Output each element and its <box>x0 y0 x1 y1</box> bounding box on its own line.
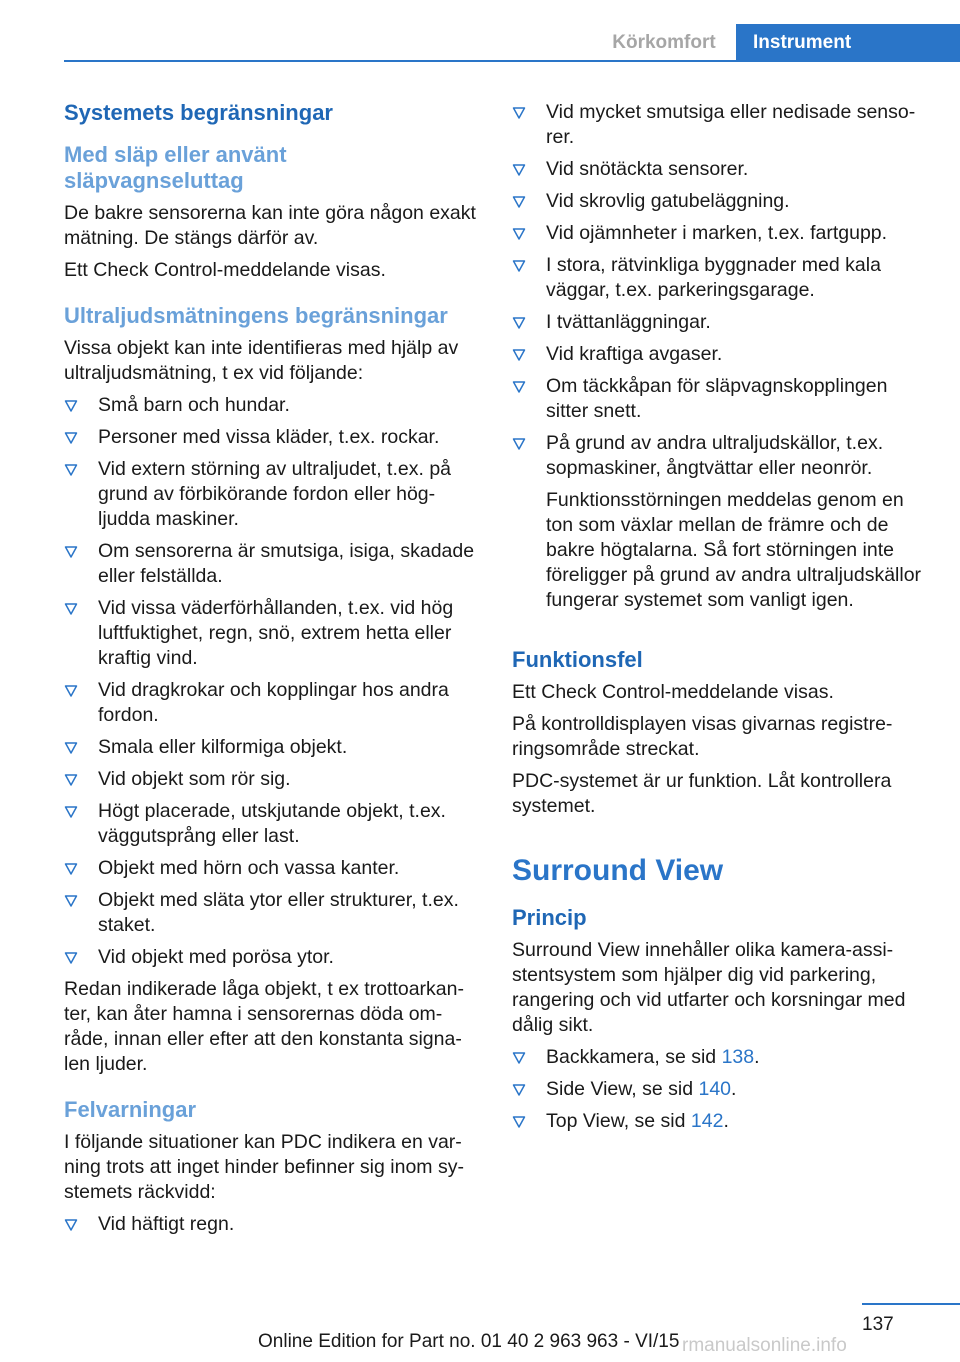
bullet-triangle-icon <box>64 802 78 820</box>
list-item <box>512 310 932 335</box>
paragraph-low-objects: Redan indikerade låga objekt, t ex trottoarkan-ter, kan åter hamna i sensorernas döda om-råde, innan eller efter att den konstanta signa-len ljuder. <box>64 978 464 1075</box>
list-item <box>64 888 482 938</box>
heading-malfunction: Funktionsfel <box>512 647 643 672</box>
bullet-triangle-icon <box>64 542 78 560</box>
section-tab-instrument[interactable]: Instrument <box>736 24 960 62</box>
bullet-triangle-icon <box>512 160 526 178</box>
list-item <box>512 431 932 613</box>
list-item <box>64 945 482 970</box>
paragraph-malfunction-1: Ett Check Control-meddelande visas. <box>512 681 834 703</box>
list-item-text: Objekt med släta ytor eller strukturer, t.ex. staket. <box>98 889 459 936</box>
list-item-text: Vid objekt med porösa ytor. <box>98 946 334 968</box>
paragraph-principle: Surround View innehåller olika kamera-assi-stentsystem som hjälper dig vid parkering, rangering och vid utfarter och korsningar med dålig sikt. <box>512 939 906 1036</box>
list-item <box>64 856 482 881</box>
bullet-triangle-icon <box>64 859 78 877</box>
paragraph-trailer-1: De bakre sensorerna kan inte göra någon exakt mätning. De stängs därför av. <box>64 202 476 249</box>
bullet-triangle-icon <box>512 256 526 274</box>
list-item-text: Vid objekt som rör sig. <box>98 768 291 790</box>
list-item-text: Om sensorerna är smutsiga, isiga, skadade eller felställda. <box>98 540 475 587</box>
paragraph-ultrasound: Vissa objekt kan inte identifieras med hjälp av ultraljudsmätning, t ex vid följande: <box>64 337 459 384</box>
bullet-triangle-icon <box>64 396 78 414</box>
paragraph-false-warnings: I följande situationer kan PDC indikera en var-ning trots att inget hinder befinner sig inom sy-stemets räckvidd: <box>64 1131 464 1203</box>
list-item <box>512 1045 932 1070</box>
list-item-text: Vid extern störning av ultraljudet, t.ex. på grund av förbikörande fordon eller hög-ljudda maskiner. <box>98 458 452 530</box>
bullet-triangle-icon <box>512 1048 526 1066</box>
bullet-triangle-icon <box>512 224 526 242</box>
bullet-triangle-icon <box>64 891 78 909</box>
camera-systems-list <box>512 1045 932 1134</box>
list-item-text: Om täckkåpan för släpvagnskopplingen sitter snett. <box>546 375 888 422</box>
list-item-text: Små barn och hundar. <box>98 394 290 416</box>
paragraph-malfunction-3: PDC-systemet är ur funktion. Låt kontrollera systemet. <box>512 770 892 817</box>
bullet-triangle-icon <box>64 599 78 617</box>
bullet-triangle-icon <box>64 770 78 788</box>
watermark-text: rmanualsonline.info <box>682 1335 847 1356</box>
list-item <box>64 425 482 450</box>
heading-surround-view: Surround View <box>512 854 724 887</box>
bullet-triangle-icon <box>64 428 78 446</box>
page-number: 137 <box>862 1314 894 1335</box>
page-link[interactable]: 140 <box>698 1078 732 1100</box>
ref-period: . <box>754 1046 760 1068</box>
list-item-text: Vid häftigt regn. <box>98 1213 235 1235</box>
paragraph-malfunction-2: På kontrolldisplayen visas givarnas registre-ringsområde streckat. <box>512 713 893 760</box>
list-item <box>512 1109 932 1134</box>
list-item <box>64 596 482 671</box>
bullet-triangle-icon <box>512 377 526 395</box>
list-item <box>64 735 482 760</box>
bullet-triangle-icon <box>64 738 78 756</box>
list-item-text: Vid dragkrokar och kopplingar hos andra fordon. <box>98 679 449 726</box>
ref-period: . <box>723 1110 729 1132</box>
list-item <box>512 100 932 150</box>
list-item <box>512 1077 932 1102</box>
list-item-text: Vid skrovlig gatubeläggning. <box>546 190 790 212</box>
list-item <box>512 189 932 214</box>
bullet-triangle-icon <box>512 313 526 331</box>
heading-false-warnings: Felvarningar <box>64 1097 197 1122</box>
section-tab-korkomfort[interactable]: Körkomfort <box>612 32 716 53</box>
paragraph-trailer-2: Ett Check Control-meddelande visas. <box>64 259 386 281</box>
ref-period: . <box>731 1078 737 1100</box>
list-item <box>64 799 482 849</box>
bullet-triangle-icon <box>512 1080 526 1098</box>
list-item <box>64 678 482 728</box>
heading-ultrasound-limits: Ultraljudsmätningens begränsningar <box>64 303 448 328</box>
list-item <box>512 221 932 246</box>
ref-text: Top View, se sid <box>546 1110 691 1132</box>
list-item-note: Funktionsstörningen meddelas genom en ton som växlar mellan de främre och de bakre högtalarna. Så fort störningen inte föreligger på grund av andra ultraljudskällor fungerar systemet som vanligt igen. <box>546 489 922 611</box>
list-item-text: Högt placerade, utskjutande objekt, t.ex. väggutsprång eller last. <box>98 800 446 847</box>
bullet-triangle-icon <box>512 103 526 121</box>
bullet-triangle-icon <box>512 434 526 452</box>
right-column <box>512 100 932 1134</box>
ref-text: Side View, se sid <box>546 1078 699 1100</box>
list-item-text: Vid kraftiga avgaser. <box>546 343 723 365</box>
list-item <box>512 157 932 182</box>
header-rule <box>64 60 960 62</box>
page-link[interactable]: 138 <box>721 1046 755 1068</box>
bullet-triangle-icon <box>64 948 78 966</box>
heading-principle: Princip <box>512 905 587 930</box>
list-item <box>512 253 932 303</box>
bullet-triangle-icon <box>64 460 78 478</box>
bullet-triangle-icon <box>64 1215 78 1233</box>
list-item <box>512 342 932 367</box>
list-item <box>64 1212 482 1237</box>
list-item <box>64 393 482 418</box>
ref-text: Backkamera, se sid <box>546 1046 722 1068</box>
list-item <box>64 457 482 532</box>
list-item-text: Vid snötäckta sensorer. <box>546 158 749 180</box>
ultrasound-limits-list <box>64 393 482 970</box>
bullet-triangle-icon <box>512 192 526 210</box>
false-warnings-list <box>64 1212 482 1237</box>
false-warnings-list-continued <box>512 100 932 613</box>
left-column <box>64 100 482 1237</box>
list-item <box>64 539 482 589</box>
page-link[interactable]: 142 <box>690 1110 724 1132</box>
bullet-triangle-icon <box>64 681 78 699</box>
heading-system-limits: Systemets begränsningar <box>64 100 333 125</box>
footer-rule <box>862 1303 960 1305</box>
list-item <box>512 374 932 424</box>
list-item-text: Vid mycket smutsiga eller nedisade senso-rer. <box>546 101 916 148</box>
list-item-text: Vid ojämnheter i marken, t.ex. fartgupp. <box>546 222 888 244</box>
list-item-text: Smala eller kilformiga objekt. <box>98 736 348 758</box>
page-header <box>0 0 960 62</box>
bullet-triangle-icon <box>512 1112 526 1130</box>
list-item <box>64 767 482 792</box>
list-item-text: Objekt med hörn och vassa kanter. <box>98 857 400 879</box>
list-item-text: I stora, rätvinkliga byggnader med kala väggar, t.ex. parkeringsgarage. <box>546 254 881 301</box>
heading-trailer: Med släp eller använt släpvagnseluttag <box>64 142 287 193</box>
list-item-text: Vid vissa väderförhållanden, t.ex. vid hög luftfuktighet, regn, snö, extrem hetta eller kraftig vind. <box>98 597 454 669</box>
bullet-triangle-icon <box>512 345 526 363</box>
edition-line: Online Edition for Part no. 01 40 2 963 963 - VI/15 <box>258 1331 680 1352</box>
list-item-text: I tvättanläggningar. <box>546 311 711 333</box>
list-item-text: Personer med vissa kläder, t.ex. rockar. <box>98 426 440 448</box>
list-item-text: På grund av andra ultraljudskällor, t.ex. sopmaskiner, ångtvättar eller neonrör. <box>546 432 884 479</box>
